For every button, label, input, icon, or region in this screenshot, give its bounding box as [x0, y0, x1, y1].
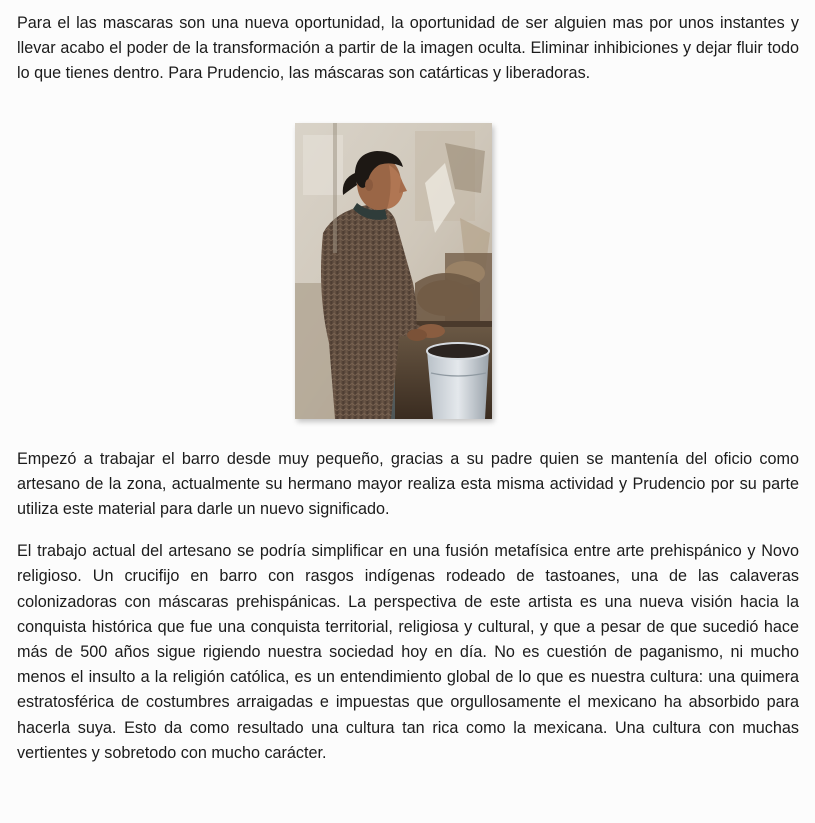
artisan-photo-illustration	[295, 123, 492, 419]
article-body	[17, 11, 799, 766]
artisan-photo	[295, 123, 492, 419]
paragraph-childhood: Empezó a trabajar el barro desde muy pequeño, gracias a su padre quien se mantenía del oficio como artesano de la zona, actualmente su hermano mayor realiza esta misma actividad y Prudencio por su parte utiliza este material para darle un nuevo significado.	[17, 449, 799, 519]
paragraph-current-work: El trabajo actual del artesano se podría simplificar en una fusión metafísica entre arte prehispánico y Novo religioso. Un crucifijo en barro con rasgos indígenas rodeado de tastoanes, una de las calaveras colonizadoras con máscaras prehispánicas. La perspectiva de este artista es una nueva visión hacia la conquista histórica que fue una conquista territorial, religiosa y cultural, y que a pesar de que sucedió hace más de 500 años sigue rigiendo nuestra sociedad hoy en día. No es cuestión de paganismo, ni mucho menos el insulto a la religión católica, es un entendimiento global de lo que es nuestra cultura: una quimera estratosférica de costumbres arraigadas e impuestas que orgullosamente el mexicano ha absorbido para hacerla suya. Esto da como resultado una cultura tan rica como la mexicana. Una cultura con muchas vertientes y sobretodo con mucho carácter.	[17, 542, 799, 762]
paragraph-intro: Para el las mascaras son una nueva oportunidad, la oportunidad de ser alguien mas por unos instantes y llevar acabo el poder de la transformación a partir de la imagen oculta. Eliminar inhibiciones y dejar fluir todo lo que tienes dentro. Para Prudencio, las máscaras son catárticas y liberadoras.	[17, 14, 799, 83]
